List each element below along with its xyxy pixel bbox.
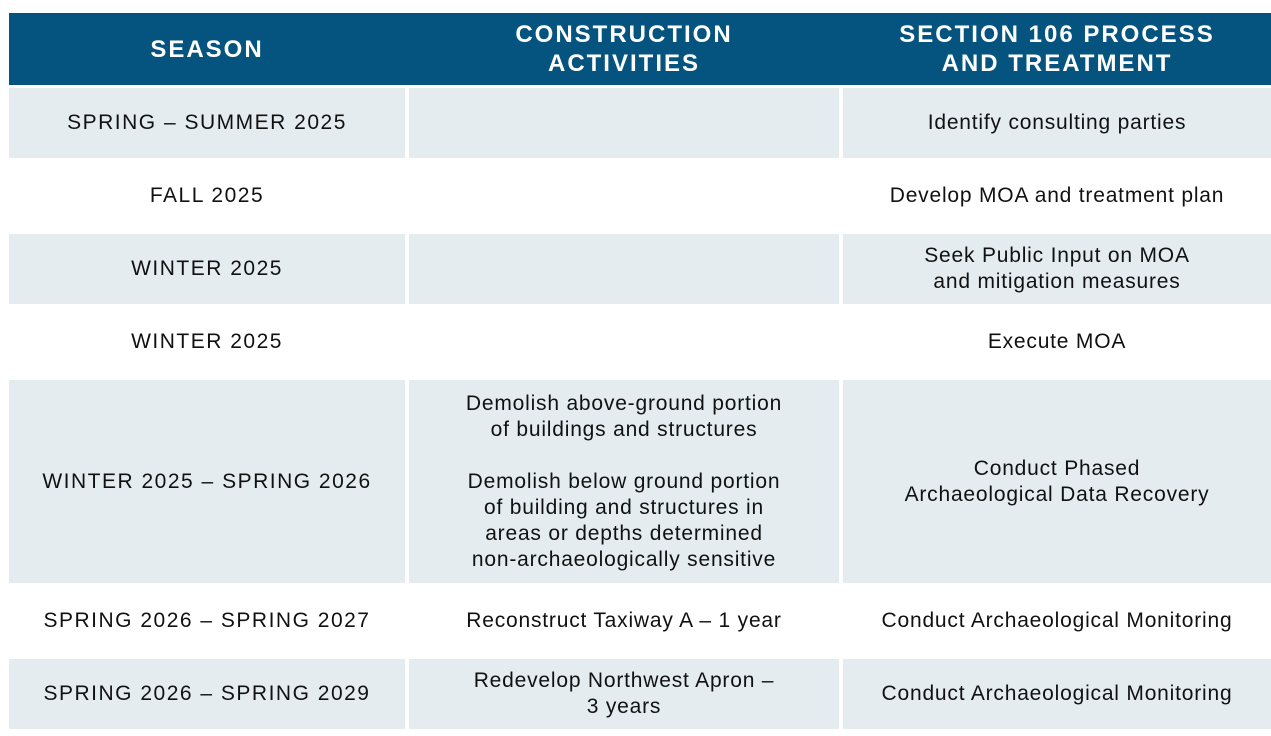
table-row <box>9 586 1271 656</box>
treatment-cell <box>843 659 1271 729</box>
header-section-106 <box>843 13 1271 85</box>
header-season-label: SEASON <box>150 35 264 63</box>
treatment-text: Identify consulting parties <box>927 111 1187 134</box>
season-cell <box>9 307 405 377</box>
table-header-row <box>9 13 1271 85</box>
table-row <box>9 161 1271 231</box>
season-cell <box>9 88 405 158</box>
season-text: WINTER 2025 <box>131 257 283 280</box>
season-text: FALL 2025 <box>149 184 265 207</box>
treatment-cell <box>843 234 1271 304</box>
treatment-text: Develop MOA and treatment plan <box>889 184 1225 207</box>
treatment-text: Conduct Archaeological Monitoring <box>881 682 1233 705</box>
treatment-text-line1: Seek Public Input on MOA <box>924 244 1190 267</box>
construction-a-line1: Demolish above-ground portion <box>465 391 783 415</box>
table-row <box>9 380 1271 583</box>
treatment-cell <box>843 161 1271 231</box>
treatment-cell <box>843 380 1271 583</box>
treatment-cell <box>843 307 1271 377</box>
treatment-text-line2: and mitigation measures <box>933 270 1181 293</box>
construction-cell <box>409 307 839 377</box>
construction-b-line2: of building and structures in <box>483 495 765 519</box>
construction-cell <box>409 161 839 231</box>
construction-cell <box>409 586 839 656</box>
season-text: WINTER 2025 <box>131 330 283 353</box>
treatment-text-line2: Archaeological Data Recovery <box>904 482 1210 506</box>
construction-cell <box>409 234 839 304</box>
header-section106-line1: SECTION 106 PROCESS <box>899 21 1215 48</box>
construction-text-line1: Redevelop Northwest Apron – <box>473 669 775 692</box>
construction-a-line2: of buildings and structures <box>490 417 758 441</box>
construction-text: Reconstruct Taxiway A – 1 year <box>466 609 782 632</box>
season-text: SPRING 2026 – SPRING 2027 <box>43 609 371 632</box>
construction-cell <box>409 88 839 158</box>
header-construction-activities <box>409 13 839 85</box>
season-cell <box>9 659 405 729</box>
header-section106-line2: AND TREATMENT <box>941 50 1173 77</box>
season-text: SPRING – SUMMER 2025 <box>67 111 347 134</box>
season-cell <box>9 234 405 304</box>
table-row <box>9 659 1271 729</box>
construction-cell <box>409 659 839 729</box>
treatment-text-line1: Conduct Phased <box>973 456 1141 480</box>
construction-cell <box>409 380 839 583</box>
construction-b-line4: non-archaeologically sensitive <box>471 547 777 571</box>
construction-b-line3: areas or depths determined <box>485 521 763 545</box>
season-cell <box>9 586 405 656</box>
treatment-text: Conduct Archaeological Monitoring <box>881 609 1233 632</box>
season-text: WINTER 2025 – SPRING 2026 <box>42 469 372 493</box>
season-text: SPRING 2026 – SPRING 2029 <box>43 682 371 705</box>
season-cell <box>9 161 405 231</box>
header-season <box>9 13 405 85</box>
header-construction-line1: CONSTRUCTION <box>515 21 733 48</box>
table-row <box>9 234 1271 304</box>
construction-text-line2: 3 years <box>586 695 662 718</box>
table-row <box>9 88 1271 158</box>
treatment-text: Execute MOA <box>987 330 1127 353</box>
header-construction-line2: ACTIVITIES <box>547 50 700 77</box>
schedule-table <box>9 13 1271 729</box>
treatment-cell <box>843 88 1271 158</box>
table-row <box>9 307 1271 377</box>
season-cell <box>9 380 405 583</box>
construction-b-line1: Demolish below ground portion <box>467 469 781 493</box>
treatment-cell <box>843 586 1271 656</box>
